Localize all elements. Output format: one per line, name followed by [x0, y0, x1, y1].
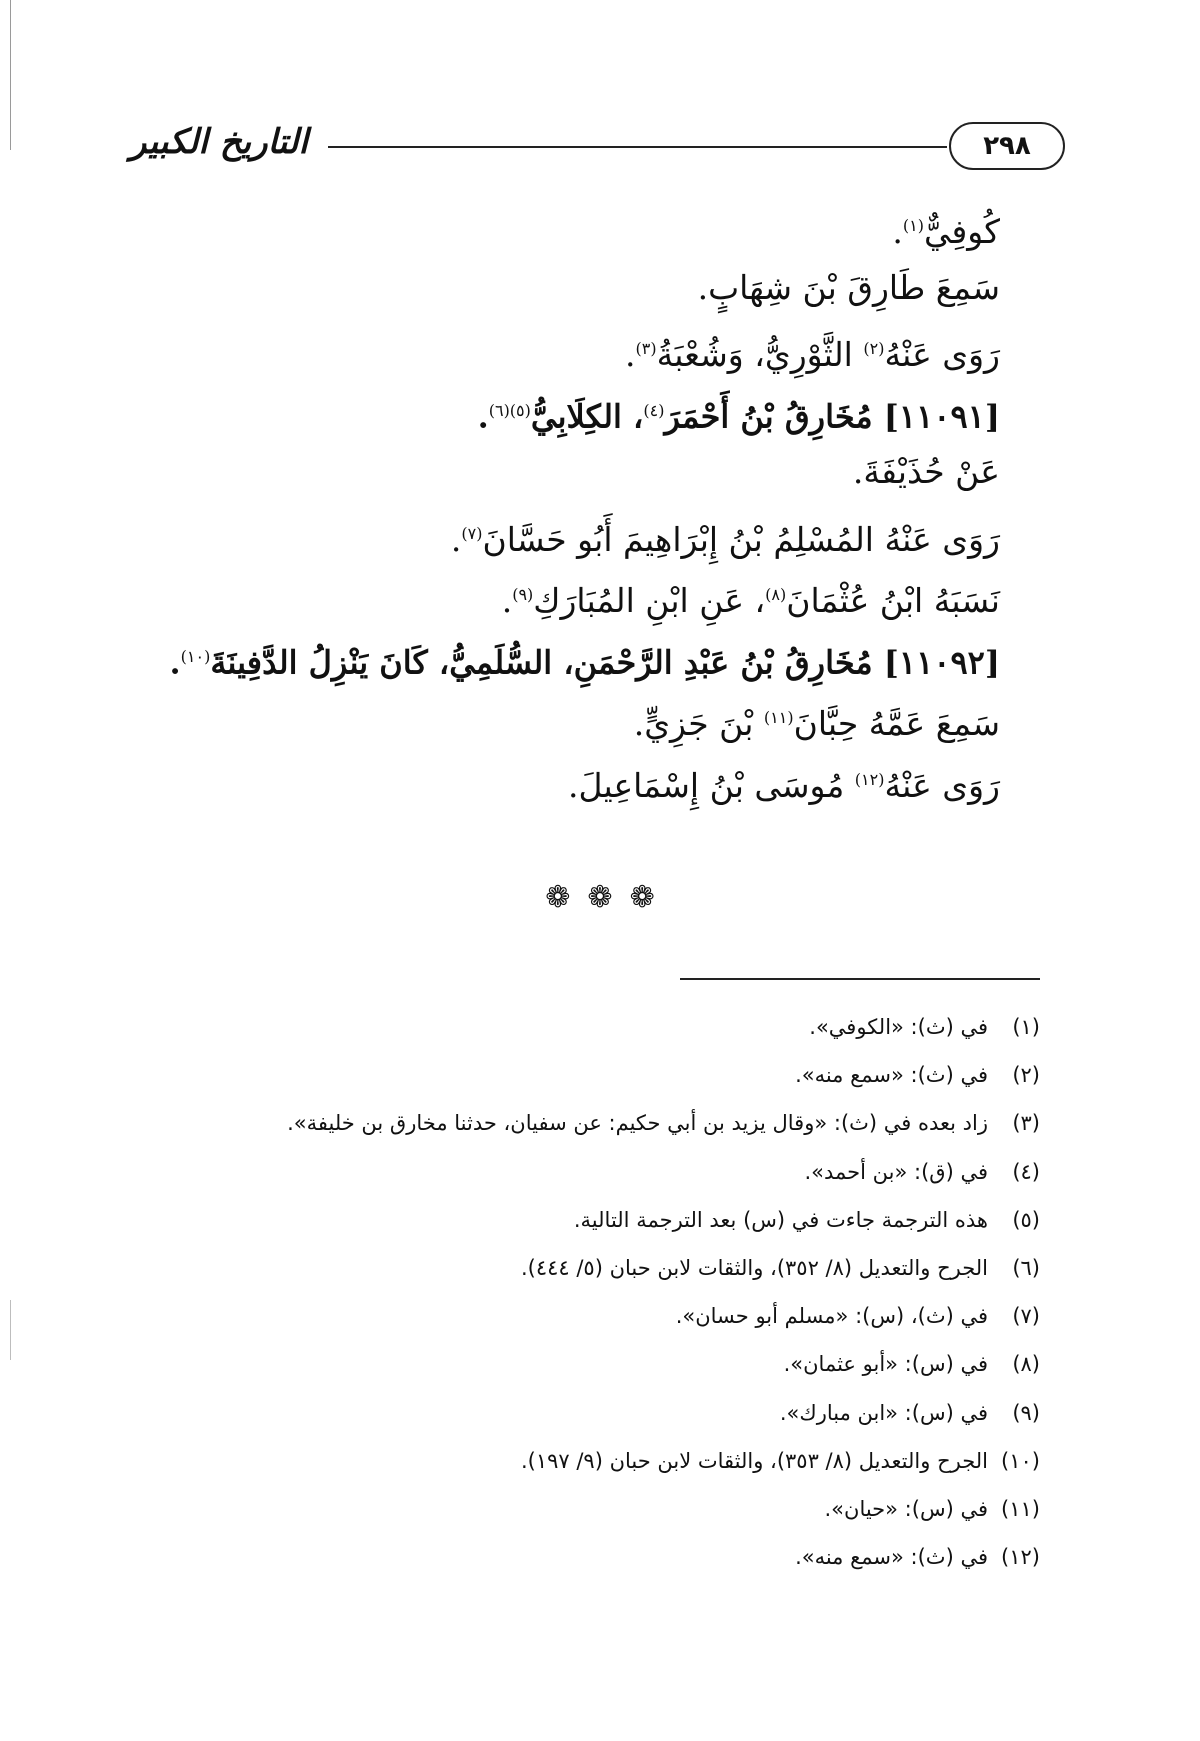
footnote-item: (٩)في (س): «ابن مبارك».	[779, 1400, 1040, 1425]
book-title: التاريخ الكبير	[130, 122, 308, 162]
footnote-item: (٨)في (س): «أبو عثمان».	[783, 1352, 1040, 1377]
text-line: رَوَى عَنْهُ المُسْلِمُ بْنُ إِبْرَاهِيمَ أَبُو حَسَّانَ$^{(٧)}$.	[450, 519, 1000, 559]
text-line: سَمِعَ عَمَّهُ حِبَّانَ$^{(١١)}$ بْنَ جَزِيٍّ.	[633, 704, 1000, 743]
footnote-item: (١٠)الجرح والتعديل (٨/ ٣٥٣)، والثقات لابن حبان (٩/ ١٩٧).	[520, 1448, 1040, 1473]
footnote-item: (١١)في (س): «حيان».	[824, 1496, 1040, 1521]
text-line: كُوفِيٌّ$^{(١)}$.	[892, 212, 1000, 251]
footnote-marker: (٥)(٦)	[488, 400, 531, 420]
footnote-item: (٧)في (ث)، (س): «مسلم أبو حسان».	[675, 1304, 1040, 1329]
margin-line	[10, 0, 11, 150]
footnote-marker: (٢)	[863, 339, 885, 358]
ornament-icon: ❁	[587, 880, 613, 915]
text-line: سَمِعَ طَارِقَ بْنَ شِهَابٍ.	[697, 267, 1000, 307]
entry-heading: [١١٠٩٢] مُخَارِقُ بْنُ عَبْدِ الرَّحْمَنِ، السُّلَمِيُّ، كَانَ يَنْزِلُ الدَّفِينَةَ$^{(١٠)}$.	[169, 643, 1000, 682]
ornament-icon: ❁	[545, 880, 571, 915]
text-line: رَوَى عَنْهُ$^{(١٢)}$ مُوسَى بْنُ إِسْمَاعِيلَ.	[568, 765, 1000, 805]
footnote-marker: (٩)	[512, 585, 534, 604]
footnote-item: (٣)زاد بعده في (ث): «وقال يزيد بن أبي حكيم: عن سفيان، حدثنا مخارق بن خليفة».	[287, 1111, 1040, 1136]
footnote-item: (١)في (ث): «الكوفي».	[809, 1015, 1040, 1039]
footnote-marker: (١)	[902, 216, 924, 235]
page-header	[130, 118, 1065, 178]
footnote-marker: (٣)	[635, 339, 657, 358]
footnote-separator	[680, 978, 1040, 980]
section-ornaments	[0, 880, 1200, 915]
footnote-item: (٤)في (ق): «بن أحمد».	[804, 1159, 1040, 1184]
main-text	[140, 195, 1000, 810]
footnote-item: (٥)هذه الترجمة جاءت في (س) بعد الترجمة التالية.	[573, 1207, 1040, 1232]
footnote-marker: (١٠)	[180, 646, 211, 666]
text-line: رَوَى عَنْهُ$^{(٢)}$ الثَّوْرِيُّ، وَشُعْبَةُ$^{(٣)}$.	[624, 335, 1000, 374]
ornament-icon: ❁	[629, 880, 655, 915]
text-line: عَنْ حُذَيْفَةَ.	[852, 452, 1000, 491]
margin-tick	[10, 1300, 11, 1360]
footnotes	[40, 1003, 1040, 1581]
footnote-marker: (١١)	[763, 708, 794, 727]
footnote-item: (٦)الجرح والتعديل (٨/ ٣٥٢)، والثقات لابن حبان (٥/ ٤٤٤).	[520, 1255, 1040, 1280]
entry-heading: [١١٠٩١] مُخَارِقُ بْنُ أَحْمَرَ$^{(٤)}$، الكِلَابِيُّ$^{(٥)(٦)}$.	[477, 397, 1000, 436]
footnote-item: (٢)في (ث): «سمع منه».	[795, 1063, 1040, 1088]
footnote-marker: (٨)	[765, 585, 787, 604]
footnote-item: (١٢)في (ث): «سمع منه».	[795, 1545, 1040, 1570]
footnote-marker: (٤)	[643, 400, 665, 420]
header-rule	[328, 146, 947, 148]
text-line: نَسَبَهُ ابْنُ عُثْمَانَ$^{(٨)}$، عَنِ ابْنِ المُبَارَكِ$^{(٩)}$.	[501, 581, 1000, 620]
footnote-marker: (١٢)	[854, 769, 885, 789]
page-number: ٢٩٨	[949, 122, 1065, 170]
footnote-marker: (٧)	[461, 523, 483, 543]
